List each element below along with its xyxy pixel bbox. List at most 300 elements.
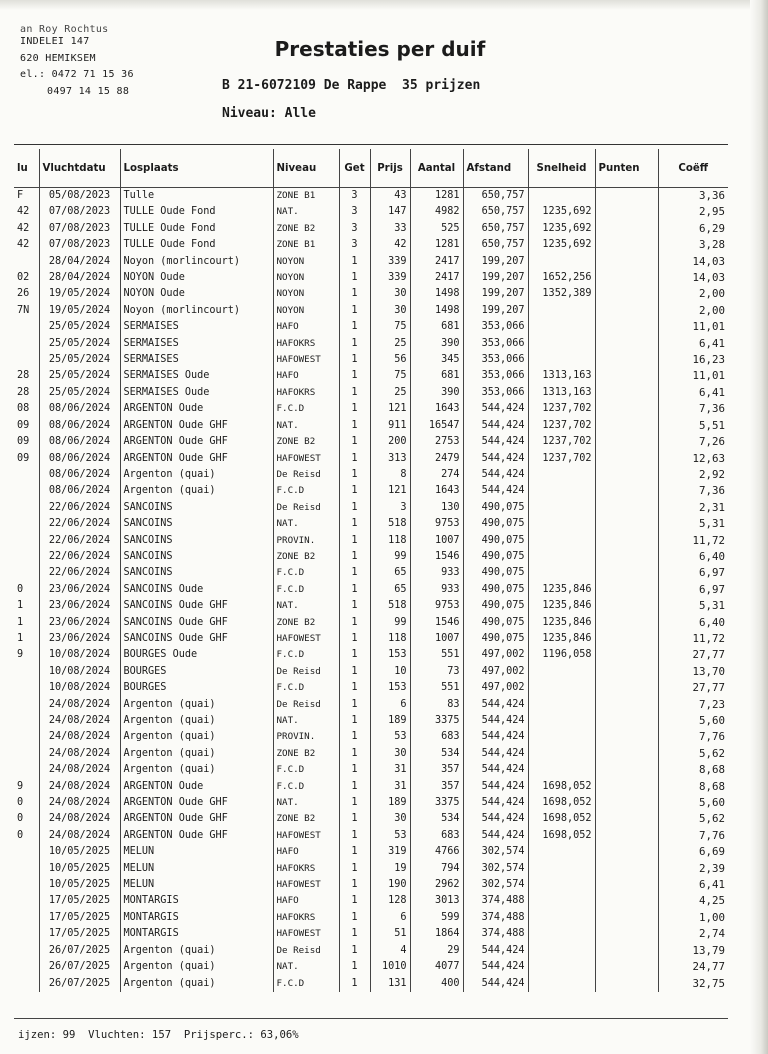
- cell-prize: 65: [370, 565, 410, 581]
- cell-lu: 42: [17, 239, 30, 251]
- report-title: Prestaties per duif: [274, 37, 486, 61]
- cell-speed: 1698,052: [528, 779, 595, 795]
- cell-get: 3: [339, 188, 370, 205]
- cell-coeff: 7,26: [658, 434, 728, 450]
- cell-points: [595, 943, 658, 959]
- cell-level: F.C.D: [273, 483, 339, 499]
- cell-distance: 374,488: [463, 893, 528, 909]
- col-date-header: Vluchtdatu: [39, 149, 120, 188]
- cell-lu: [14, 500, 39, 516]
- table-row: [14, 451, 728, 467]
- cell-level: F.C.D: [273, 401, 339, 417]
- cell-date: 17/05/2025: [39, 893, 120, 909]
- col-coeff-header: Coëff: [658, 149, 728, 188]
- cell-points: [595, 385, 658, 401]
- cell-distance: 650,757: [463, 237, 528, 253]
- cell-location: Argenton (quai): [120, 943, 273, 959]
- cell-distance: 544,424: [463, 729, 528, 745]
- cell-level: NAT.: [273, 959, 339, 975]
- cell-location: MONTARGIS: [120, 893, 273, 909]
- cell-speed: 1698,052: [528, 795, 595, 811]
- cell-lu: 42: [17, 206, 30, 218]
- cell-level: PROVIN.: [273, 533, 339, 549]
- cell-count: 1007: [410, 631, 463, 647]
- cell-prize: 30: [370, 286, 410, 302]
- cell-prize: 518: [370, 598, 410, 614]
- cell-location: MELUN: [120, 877, 273, 893]
- cell-count: 274: [410, 467, 463, 483]
- cell-speed: [528, 959, 595, 975]
- cell-level: ZONE B2: [273, 615, 339, 631]
- cell-prize: 99: [370, 615, 410, 631]
- table-row: [14, 368, 728, 384]
- cell-date: 08/06/2024: [39, 418, 120, 434]
- table-row: [14, 303, 728, 319]
- cell-coeff: 5,60: [658, 713, 728, 729]
- table-row: [14, 713, 728, 729]
- cell-count: 1281: [410, 237, 463, 253]
- col-count-header: Aantal: [410, 149, 463, 188]
- cell-lu: 0: [17, 797, 24, 809]
- cell-date: 07/08/2023: [39, 221, 120, 237]
- cell-date: 22/06/2024: [39, 516, 120, 532]
- cell-level: De Reisd: [273, 664, 339, 680]
- cell-distance: 497,002: [463, 647, 528, 663]
- table-row: [14, 910, 728, 926]
- table-row: [14, 516, 728, 532]
- cell-get: 1: [339, 336, 370, 352]
- cell-points: [595, 615, 658, 631]
- cell-level: ZONE B2: [273, 811, 339, 827]
- cell-location: Argenton (quai): [120, 729, 273, 745]
- cell-distance: 302,574: [463, 861, 528, 877]
- cell-coeff: 3,36: [658, 188, 728, 205]
- table-row: [14, 500, 728, 516]
- cell-location: Argenton (quai): [120, 483, 273, 499]
- cell-get: 1: [339, 861, 370, 877]
- cell-distance: 497,002: [463, 680, 528, 696]
- cell-coeff: 6,41: [658, 336, 728, 352]
- cell-date: 25/05/2024: [39, 352, 120, 368]
- cell-prize: 6: [370, 910, 410, 926]
- cell-points: [595, 516, 658, 532]
- cell-location: Argenton (quai): [120, 713, 273, 729]
- cell-get: 1: [339, 516, 370, 532]
- cell-points: [595, 434, 658, 450]
- cell-lu: 28: [17, 370, 30, 382]
- cell-distance: 544,424: [463, 779, 528, 795]
- table-row: [14, 418, 728, 434]
- cell-points: [595, 270, 658, 286]
- cell-points: [595, 844, 658, 860]
- cell-level: F.C.D: [273, 647, 339, 663]
- footer-rule: [14, 1018, 728, 1019]
- cell-location: NOYON Oude: [120, 270, 273, 286]
- cell-lu: [14, 549, 39, 565]
- table-header-row: [14, 149, 728, 188]
- cell-date: 26/07/2025: [39, 976, 120, 992]
- cell-location: Noyon (morlincourt): [120, 254, 273, 270]
- cell-prize: 1010: [370, 959, 410, 975]
- cell-distance: 650,757: [463, 221, 528, 237]
- cell-date: 23/06/2024: [39, 582, 120, 598]
- cell-get: 1: [339, 385, 370, 401]
- cell-get: 1: [339, 910, 370, 926]
- cell-lu: 42: [17, 222, 30, 234]
- cell-count: 130: [410, 500, 463, 516]
- cell-location: SANCOINS Oude GHF: [120, 598, 273, 614]
- cell-coeff: 14,03: [658, 254, 728, 270]
- cell-level: HAFOWEST: [273, 828, 339, 844]
- cell-count: 2753: [410, 434, 463, 450]
- cell-date: 07/08/2023: [39, 237, 120, 253]
- cell-coeff: 12,63: [658, 451, 728, 467]
- cell-location: SANCOINS Oude GHF: [120, 631, 273, 647]
- cell-distance: 302,574: [463, 877, 528, 893]
- cell-speed: [528, 188, 595, 205]
- cell-count: 345: [410, 352, 463, 368]
- cell-count: 3013: [410, 893, 463, 909]
- table-row: [14, 976, 728, 992]
- cell-speed: [528, 976, 595, 992]
- cell-date: 10/05/2025: [39, 844, 120, 860]
- cell-points: [595, 795, 658, 811]
- cell-date: 24/08/2024: [39, 713, 120, 729]
- cell-points: [595, 319, 658, 335]
- cell-date: 17/05/2025: [39, 926, 120, 942]
- cell-coeff: 14,03: [658, 270, 728, 286]
- cell-count: 1643: [410, 483, 463, 499]
- cell-coeff: 2,92: [658, 467, 728, 483]
- cell-location: ARGENTON Oude GHF: [120, 795, 273, 811]
- cell-location: BOURGES Oude: [120, 647, 273, 663]
- cell-distance: 490,075: [463, 582, 528, 598]
- cell-lu: 9: [17, 780, 24, 792]
- cell-points: [595, 877, 658, 893]
- cell-date: 08/06/2024: [39, 401, 120, 417]
- cell-distance: 353,066: [463, 319, 528, 335]
- cell-prize: 131: [370, 976, 410, 992]
- cell-date: 22/06/2024: [39, 500, 120, 516]
- cell-lu: [14, 959, 39, 975]
- cell-location: Noyon (morlincourt): [120, 303, 273, 319]
- cell-level: De Reisd: [273, 697, 339, 713]
- cell-date: 24/08/2024: [39, 811, 120, 827]
- cell-speed: 1237,702: [528, 451, 595, 467]
- cell-location: Argenton (quai): [120, 762, 273, 778]
- cell-level: NOYON: [273, 254, 339, 270]
- cell-location: ARGENTON Oude GHF: [120, 434, 273, 450]
- cell-level: De Reisd: [273, 467, 339, 483]
- table-row: [14, 319, 728, 335]
- cell-speed: [528, 319, 595, 335]
- cell-points: [595, 713, 658, 729]
- cell-speed: 1313,163: [528, 385, 595, 401]
- cell-coeff: 27,77: [658, 647, 728, 663]
- cell-points: [595, 664, 658, 680]
- cell-coeff: 2,95: [658, 204, 728, 220]
- cell-coeff: 5,31: [658, 598, 728, 614]
- cell-date: 07/08/2023: [39, 204, 120, 220]
- cell-lu: 0: [17, 829, 24, 841]
- cell-coeff: 8,68: [658, 762, 728, 778]
- cell-location: SERMAISES: [120, 336, 273, 352]
- cell-date: 24/08/2024: [39, 762, 120, 778]
- cell-prize: 6: [370, 697, 410, 713]
- cell-get: 1: [339, 467, 370, 483]
- cell-coeff: 6,97: [658, 582, 728, 598]
- cell-coeff: 11,72: [658, 533, 728, 549]
- cell-points: [595, 565, 658, 581]
- cell-get: 1: [339, 779, 370, 795]
- cell-date: 24/08/2024: [39, 746, 120, 762]
- cell-level: HAFOKRS: [273, 861, 339, 877]
- cell-location: SERMAISES Oude: [120, 385, 273, 401]
- cell-level: NAT.: [273, 516, 339, 532]
- cell-distance: 374,488: [463, 926, 528, 942]
- page-top-edge: [0, 0, 768, 10]
- table-row: [14, 729, 728, 745]
- cell-get: 1: [339, 533, 370, 549]
- cell-points: [595, 549, 658, 565]
- cell-count: 4982: [410, 204, 463, 220]
- cell-coeff: 24,77: [658, 959, 728, 975]
- cell-get: 1: [339, 976, 370, 992]
- table-row: [14, 352, 728, 368]
- table-row: [14, 631, 728, 647]
- table-row: [14, 926, 728, 942]
- cell-lu: F: [17, 190, 24, 201]
- cell-speed: [528, 926, 595, 942]
- cell-location: SERMAISES Oude: [120, 368, 273, 384]
- cell-lu: [14, 533, 39, 549]
- cell-coeff: 7,36: [658, 483, 728, 499]
- cell-coeff: 32,75: [658, 976, 728, 992]
- cell-get: 1: [339, 401, 370, 417]
- cell-location: SANCOINS: [120, 565, 273, 581]
- cell-date: 24/08/2024: [39, 779, 120, 795]
- cell-count: 681: [410, 368, 463, 384]
- cell-speed: [528, 713, 595, 729]
- cell-prize: 189: [370, 795, 410, 811]
- cell-date: 22/06/2024: [39, 549, 120, 565]
- cell-location: BOURGES: [120, 664, 273, 680]
- cell-speed: 1237,702: [528, 434, 595, 450]
- cell-count: 683: [410, 729, 463, 745]
- owner-mobile: 0497 14 15 88: [47, 85, 130, 97]
- cell-distance: 374,488: [463, 910, 528, 926]
- cell-level: F.C.D: [273, 762, 339, 778]
- cell-coeff: 6,40: [658, 549, 728, 565]
- cell-get: 1: [339, 795, 370, 811]
- cell-location: Argenton (quai): [120, 976, 273, 992]
- cell-count: 1281: [410, 188, 463, 205]
- cell-location: MELUN: [120, 861, 273, 877]
- cell-prize: 10: [370, 664, 410, 680]
- cell-location: MONTARGIS: [120, 910, 273, 926]
- cell-level: HAFO: [273, 368, 339, 384]
- cell-coeff: 11,72: [658, 631, 728, 647]
- cell-prize: 30: [370, 811, 410, 827]
- cell-level: F.C.D: [273, 680, 339, 696]
- table-row: [14, 893, 728, 909]
- cell-lu: 1: [17, 632, 24, 644]
- cell-date: 28/04/2024: [39, 254, 120, 270]
- cell-speed: 1235,846: [528, 631, 595, 647]
- cell-level: ZONE B2: [273, 746, 339, 762]
- cell-prize: 189: [370, 713, 410, 729]
- cell-coeff: 5,62: [658, 746, 728, 762]
- cell-lu: [14, 746, 39, 762]
- cell-get: 3: [339, 221, 370, 237]
- table-row: [14, 204, 728, 220]
- cell-count: 1546: [410, 615, 463, 631]
- cell-get: 1: [339, 418, 370, 434]
- cell-lu: 08: [17, 403, 30, 415]
- table-row: [14, 680, 728, 696]
- header-rule: [14, 144, 728, 145]
- cell-count: 4077: [410, 959, 463, 975]
- cell-distance: 497,002: [463, 664, 528, 680]
- cell-location: ARGENTON Oude GHF: [120, 828, 273, 844]
- cell-location: Tulle: [120, 188, 273, 205]
- cell-distance: 490,075: [463, 533, 528, 549]
- cell-date: 19/05/2024: [39, 303, 120, 319]
- cell-coeff: 7,76: [658, 729, 728, 745]
- cell-distance: 544,424: [463, 795, 528, 811]
- cell-prize: 99: [370, 549, 410, 565]
- cell-get: 1: [339, 877, 370, 893]
- cell-distance: 544,424: [463, 959, 528, 975]
- cell-level: HAFOWEST: [273, 352, 339, 368]
- cell-points: [595, 828, 658, 844]
- cell-lu: [14, 254, 39, 270]
- cell-distance: 353,066: [463, 352, 528, 368]
- col-points-header: Punten: [595, 149, 658, 188]
- cell-level: HAFOWEST: [273, 631, 339, 647]
- cell-prize: 53: [370, 729, 410, 745]
- table-row: [14, 286, 728, 302]
- cell-get: 1: [339, 254, 370, 270]
- table-row: [14, 959, 728, 975]
- cell-lu: [14, 893, 39, 909]
- cell-count: 1546: [410, 549, 463, 565]
- cell-prize: 33: [370, 221, 410, 237]
- cell-level: F.C.D: [273, 779, 339, 795]
- cell-location: TULLE Oude Fond: [120, 204, 273, 220]
- cell-date: 28/04/2024: [39, 270, 120, 286]
- cell-date: 26/07/2025: [39, 943, 120, 959]
- cell-level: HAFO: [273, 893, 339, 909]
- cell-count: 3375: [410, 713, 463, 729]
- cell-prize: 4: [370, 943, 410, 959]
- cell-get: 1: [339, 483, 370, 499]
- owner-street: INDELEI 147: [20, 36, 90, 47]
- cell-date: 10/05/2025: [39, 861, 120, 877]
- cell-date: 08/06/2024: [39, 451, 120, 467]
- cell-prize: 153: [370, 680, 410, 696]
- cell-date: 17/05/2025: [39, 910, 120, 926]
- cell-coeff: 11,01: [658, 368, 728, 384]
- cell-prize: 3: [370, 500, 410, 516]
- cell-count: 1864: [410, 926, 463, 942]
- cell-level: ZONE B2: [273, 221, 339, 237]
- cell-get: 1: [339, 762, 370, 778]
- cell-level: NAT.: [273, 204, 339, 220]
- cell-speed: 1235,846: [528, 615, 595, 631]
- cell-prize: 56: [370, 352, 410, 368]
- cell-get: 1: [339, 303, 370, 319]
- cell-distance: 490,075: [463, 598, 528, 614]
- cell-count: 1007: [410, 533, 463, 549]
- cell-points: [595, 959, 658, 975]
- cell-prize: 75: [370, 368, 410, 384]
- cell-coeff: 6,69: [658, 844, 728, 860]
- cell-distance: 353,066: [463, 368, 528, 384]
- cell-speed: 1196,058: [528, 647, 595, 663]
- cell-prize: 31: [370, 779, 410, 795]
- col-prize-header: Prijs: [370, 149, 410, 188]
- cell-level: HAFOKRS: [273, 385, 339, 401]
- cell-get: 1: [339, 811, 370, 827]
- cell-lu: [14, 976, 39, 992]
- cell-lu: [14, 910, 39, 926]
- cell-lu: 09: [17, 452, 30, 464]
- cell-level: NOYON: [273, 286, 339, 302]
- cell-points: [595, 467, 658, 483]
- cell-location: SANCOINS Oude GHF: [120, 615, 273, 631]
- table-row: [14, 762, 728, 778]
- cell-get: 1: [339, 565, 370, 581]
- table-row: [14, 795, 728, 811]
- cell-lu: [14, 729, 39, 745]
- cell-get: 1: [339, 631, 370, 647]
- page-right-edge: [750, 0, 768, 1054]
- cell-lu: [14, 680, 39, 696]
- cell-count: 2417: [410, 270, 463, 286]
- cell-date: 05/08/2023: [39, 188, 120, 205]
- cell-count: 390: [410, 385, 463, 401]
- cell-speed: 1235,846: [528, 582, 595, 598]
- cell-prize: 30: [370, 303, 410, 319]
- cell-speed: [528, 549, 595, 565]
- cell-speed: [528, 877, 595, 893]
- cell-coeff: 2,31: [658, 500, 728, 516]
- cell-points: [595, 254, 658, 270]
- cell-get: 1: [339, 598, 370, 614]
- cell-date: 08/06/2024: [39, 467, 120, 483]
- cell-speed: [528, 746, 595, 762]
- table-row: [14, 697, 728, 713]
- cell-get: 1: [339, 959, 370, 975]
- cell-get: 1: [339, 451, 370, 467]
- cell-level: NAT.: [273, 713, 339, 729]
- col-speed-header: Snelheid: [528, 149, 595, 188]
- cell-location: TULLE Oude Fond: [120, 237, 273, 253]
- cell-date: 25/05/2024: [39, 385, 120, 401]
- cell-speed: 1313,163: [528, 368, 595, 384]
- cell-speed: 1237,702: [528, 401, 595, 417]
- col-lu-header: lu: [14, 149, 39, 188]
- cell-speed: [528, 500, 595, 516]
- cell-distance: 544,424: [463, 713, 528, 729]
- cell-distance: 353,066: [463, 336, 528, 352]
- cell-count: 525: [410, 221, 463, 237]
- cell-lu: [14, 713, 39, 729]
- cell-location: MELUN: [120, 844, 273, 860]
- cell-lu: [14, 336, 39, 352]
- cell-points: [595, 680, 658, 696]
